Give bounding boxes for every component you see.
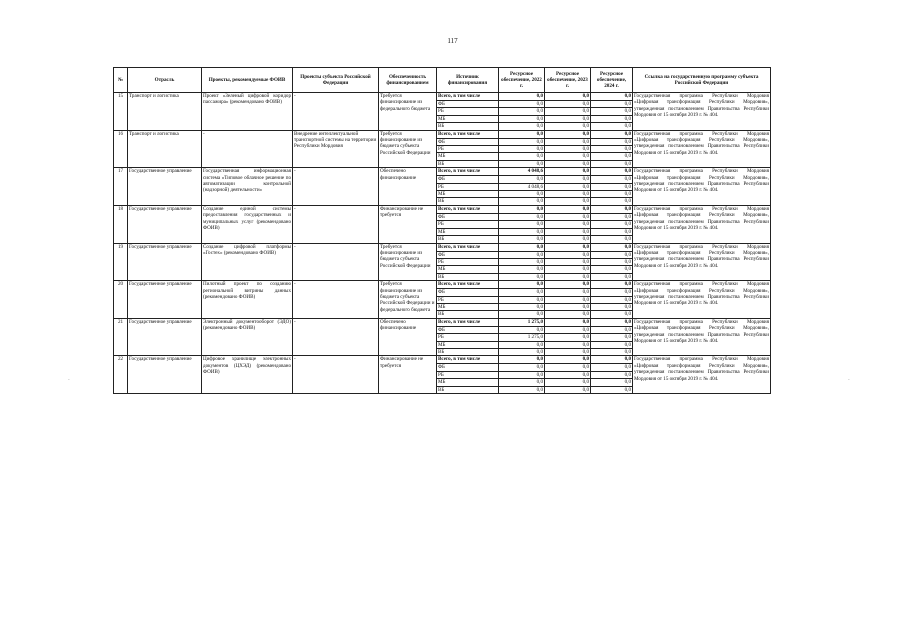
- value-cell-2024: 0,0: [591, 153, 633, 160]
- source-cell: Всего, в том числе: [437, 130, 499, 138]
- foiv-project-cell: Электронный документооборот (ЭДО) (рекомендовано ФОИВ): [202, 318, 293, 356]
- value-cell-2023: 0,0: [545, 379, 591, 386]
- value-cell-2022: 0,0: [499, 266, 545, 273]
- foiv-project-cell: Создание единой системы предоставления государственных и муниципальных услуг (рекомендовано ФОИВ): [202, 205, 293, 243]
- source-cell: Всего, в том числе: [437, 93, 499, 101]
- value-cell-2024: 0,0: [591, 386, 633, 393]
- program-link-cell: Государственная программа Республики Мордовия «Цифровая трансформация Республики Мордовия», утвержденная постановлением Правительства Республики Мордовия от 15 октября 2019 г. № 404.: [633, 281, 771, 319]
- value-cell-2024: 0,0: [591, 348, 633, 355]
- value-cell-2023: 0,0: [545, 243, 591, 251]
- value-cell-2023: 0,0: [545, 334, 591, 341]
- value-cell-2023: 0,0: [545, 160, 591, 167]
- source-cell: МБ: [437, 115, 499, 122]
- value-cell-2022: 0,0: [499, 160, 545, 167]
- value-cell-2023: 0,0: [545, 123, 591, 130]
- resource-table: [113, 67, 771, 394]
- row-number: 22: [114, 356, 128, 394]
- row-number: 18: [114, 205, 128, 243]
- scan-mark: -: [848, 378, 850, 383]
- value-cell-2023: 0,0: [545, 228, 591, 235]
- header-projects-foiv: Проекты, рекомендуемые ФОИВ: [202, 68, 293, 93]
- value-cell-2023: 0,0: [545, 168, 591, 176]
- value-cell-2024: 0,0: [591, 123, 633, 130]
- value-cell-2024: 0,0: [591, 236, 633, 243]
- program-link-cell: Государственная программа Республики Мордовия «Цифровая трансформация Республики Мордовия», утвержденная постановлением Правительства Республики Мордовия от 15 октября 2019 г. № 404.: [633, 318, 771, 356]
- source-cell: РБ: [437, 108, 499, 115]
- source-cell: ВБ: [437, 311, 499, 318]
- value-cell-2023: 0,0: [545, 318, 591, 326]
- source-cell: МБ: [437, 341, 499, 348]
- source-cell: МБ: [437, 228, 499, 235]
- value-cell-2022: 0,0: [499, 371, 545, 378]
- value-cell-2024: 0,0: [591, 379, 633, 386]
- funding-status-cell: Финансирование не требуется: [379, 205, 437, 243]
- foiv-project-cell: Создание цифровой платформы «Гостех» (рекомендовано ФОИВ): [202, 243, 293, 281]
- value-cell-2024: 0,0: [591, 213, 633, 220]
- source-cell: ВБ: [437, 273, 499, 280]
- source-cell: ВБ: [437, 386, 499, 393]
- value-cell-2023: 0,0: [545, 108, 591, 115]
- value-cell-2022: 0,0: [499, 101, 545, 108]
- row-number: 15: [114, 93, 128, 131]
- value-cell-2024: 0,0: [591, 273, 633, 280]
- value-cell-2022: 0,0: [499, 289, 545, 296]
- value-cell-2022: 0,0: [499, 281, 545, 289]
- table-row: [114, 318, 771, 326]
- source-cell: МБ: [437, 303, 499, 310]
- header-sector: Отрасль: [128, 68, 202, 93]
- source-cell: РБ: [437, 258, 499, 265]
- value-cell-2022: 0,0: [499, 176, 545, 183]
- table-row: [114, 356, 771, 364]
- source-cell: МБ: [437, 153, 499, 160]
- value-cell-2024: 0,0: [591, 93, 633, 101]
- value-cell-2022: 4 048,6: [499, 183, 545, 190]
- sector-cell: Государственное управление: [128, 205, 202, 243]
- value-cell-2023: 0,0: [545, 289, 591, 296]
- value-cell-2024: 0,0: [591, 318, 633, 326]
- value-cell-2024: 0,0: [591, 176, 633, 183]
- value-cell-2022: 0,0: [499, 146, 545, 153]
- value-cell-2022: 0,0: [499, 356, 545, 364]
- value-cell-2022: 0,0: [499, 379, 545, 386]
- source-cell: Всего, в том числе: [437, 281, 499, 289]
- foiv-project-cell: Проект «Зеленый цифровой коридор пассажира» (рекомендовано ФОИВ): [202, 93, 293, 131]
- value-cell-2022: 0,0: [499, 296, 545, 303]
- value-cell-2022: 0,0: [499, 153, 545, 160]
- value-cell-2023: 0,0: [545, 205, 591, 213]
- value-cell-2024: 0,0: [591, 311, 633, 318]
- source-cell: РБ: [437, 371, 499, 378]
- value-cell-2023: 0,0: [545, 303, 591, 310]
- value-cell-2022: 0,0: [499, 243, 545, 251]
- table-row: [114, 243, 771, 251]
- value-cell-2022: 0,0: [499, 115, 545, 122]
- value-cell-2022: 0,0: [499, 108, 545, 115]
- source-cell: РБ: [437, 146, 499, 153]
- value-cell-2022: 1 275,0: [499, 334, 545, 341]
- value-cell-2023: 0,0: [545, 266, 591, 273]
- page-number: 117: [447, 37, 458, 45]
- row-number: 20: [114, 281, 128, 319]
- value-cell-2023: 0,0: [545, 258, 591, 265]
- value-cell-2024: 0,0: [591, 296, 633, 303]
- value-cell-2022: 0,0: [499, 138, 545, 145]
- program-link-cell: Государственная программа Республики Мордовия «Цифровая трансформация Республики Мордовия», утвержденная постановлением Правительства Республики Мордовия от 15 октября 2019 г. № 404.: [633, 168, 771, 206]
- value-cell-2024: 0,0: [591, 146, 633, 153]
- value-cell-2022: 0,0: [499, 205, 545, 213]
- source-cell: Всего, в том числе: [437, 205, 499, 213]
- value-cell-2022: 0,0: [499, 93, 545, 101]
- subject-project-cell: -: [293, 93, 379, 131]
- value-cell-2023: 0,0: [545, 115, 591, 122]
- value-cell-2023: 0,0: [545, 183, 591, 190]
- header-res-2022: Ресурсное обеспечение, 2022 г.: [499, 68, 545, 93]
- subject-project-cell: -: [293, 205, 379, 243]
- source-cell: РБ: [437, 183, 499, 190]
- source-cell: ФБ: [437, 289, 499, 296]
- scan-mark: -: [68, 378, 70, 383]
- value-cell-2022: 0,0: [499, 364, 545, 371]
- header-funding-need: Обеспеченность финансированием: [379, 68, 437, 93]
- value-cell-2023: 0,0: [545, 236, 591, 243]
- source-cell: Всего, в том числе: [437, 168, 499, 176]
- funding-status-cell: Обеспечено финансирование: [379, 168, 437, 206]
- value-cell-2022: 0,0: [499, 221, 545, 228]
- value-cell-2022: 0,0: [499, 348, 545, 355]
- source-cell: ФБ: [437, 138, 499, 145]
- source-cell: ФБ: [437, 101, 499, 108]
- subject-project-cell: -: [293, 281, 379, 319]
- value-cell-2023: 0,0: [545, 93, 591, 101]
- source-cell: ФБ: [437, 251, 499, 258]
- row-number: 19: [114, 243, 128, 281]
- sector-cell: Транспорт и логистика: [128, 130, 202, 168]
- value-cell-2023: 0,0: [545, 311, 591, 318]
- value-cell-2024: 0,0: [591, 183, 633, 190]
- value-cell-2023: 0,0: [545, 198, 591, 205]
- value-cell-2022: 0,0: [499, 326, 545, 333]
- value-cell-2023: 0,0: [545, 326, 591, 333]
- sector-cell: Государственное управление: [128, 243, 202, 281]
- header-num: №: [114, 68, 128, 93]
- value-cell-2022: 0,0: [499, 251, 545, 258]
- value-cell-2022: 0,0: [499, 273, 545, 280]
- program-link-cell: Государственная программа Республики Мордовия «Цифровая трансформация Республики Мордовия», утвержденная постановлением Правительства Республики Мордовия от 15 октября 2019 г. № 404.: [633, 243, 771, 281]
- value-cell-2023: 0,0: [545, 221, 591, 228]
- foiv-project-cell: -: [202, 130, 293, 168]
- value-cell-2023: 0,0: [545, 130, 591, 138]
- sector-cell: Транспорт и логистика: [128, 93, 202, 131]
- value-cell-2024: 0,0: [591, 266, 633, 273]
- value-cell-2024: 0,0: [591, 138, 633, 145]
- value-cell-2022: 1 275,0: [499, 318, 545, 326]
- value-cell-2024: 0,0: [591, 130, 633, 138]
- value-cell-2023: 0,0: [545, 176, 591, 183]
- source-cell: МБ: [437, 266, 499, 273]
- subject-project-cell: Внедрение интеллектуальной транспортной системы на территории Республики Мордовия: [293, 130, 379, 168]
- foiv-project-cell: Государственная информационная система «Типовое облачное решение по автоматизации контрольной (надзорной) деятельности»: [202, 168, 293, 206]
- header-source: Источник финансирования: [437, 68, 499, 93]
- source-cell: ВБ: [437, 348, 499, 355]
- program-link-cell: Государственная программа Республики Мордовия «Цифровая трансформация Республики Мордовия», утвержденная постановлением Правительства Республики Мордовия от 15 октября 2019 г. № 404.: [633, 356, 771, 394]
- table-body: [114, 93, 771, 394]
- funding-status-cell: Финансирование не требуется: [379, 356, 437, 394]
- value-cell-2023: 0,0: [545, 153, 591, 160]
- source-cell: ФБ: [437, 364, 499, 371]
- value-cell-2024: 0,0: [591, 258, 633, 265]
- value-cell-2024: 0,0: [591, 356, 633, 364]
- sector-cell: Государственное управление: [128, 168, 202, 206]
- sector-cell: Государственное управление: [128, 318, 202, 356]
- value-cell-2024: 0,0: [591, 281, 633, 289]
- value-cell-2022: 0,0: [499, 123, 545, 130]
- value-cell-2023: 0,0: [545, 356, 591, 364]
- value-cell-2024: 0,0: [591, 115, 633, 122]
- source-cell: ФБ: [437, 326, 499, 333]
- value-cell-2024: 0,0: [591, 221, 633, 228]
- source-cell: РБ: [437, 334, 499, 341]
- value-cell-2022: 0,0: [499, 130, 545, 138]
- header-res-2024: Ресурсное обеспечение, 2024 г.: [591, 68, 633, 93]
- value-cell-2022: 0,0: [499, 303, 545, 310]
- value-cell-2023: 0,0: [545, 386, 591, 393]
- program-link-cell: Государственная программа Республики Мордовия «Цифровая трансформация Республики Мордовия», утвержденная постановлением Правительства Республики Мордовия от 15 октября 2019 г. № 404.: [633, 205, 771, 243]
- value-cell-2024: 0,0: [591, 371, 633, 378]
- source-cell: Всего, в том числе: [437, 356, 499, 364]
- value-cell-2023: 0,0: [545, 213, 591, 220]
- value-cell-2023: 0,0: [545, 281, 591, 289]
- value-cell-2024: 0,0: [591, 101, 633, 108]
- table-row: [114, 281, 771, 289]
- subject-project-cell: -: [293, 318, 379, 356]
- source-cell: РБ: [437, 296, 499, 303]
- row-number: 21: [114, 318, 128, 356]
- value-cell-2024: 0,0: [591, 198, 633, 205]
- header-projects-subject: Проекты субъекта Российской Федерации: [293, 68, 379, 93]
- subject-project-cell: -: [293, 356, 379, 394]
- source-cell: ФБ: [437, 213, 499, 220]
- value-cell-2024: 0,0: [591, 108, 633, 115]
- header-res-2023: Ресурсное обеспечение, 2023 г.: [545, 68, 591, 93]
- subject-project-cell: -: [293, 168, 379, 206]
- value-cell-2024: 0,0: [591, 364, 633, 371]
- source-cell: ВБ: [437, 160, 499, 167]
- source-cell: ФБ: [437, 176, 499, 183]
- source-cell: Всего, в том числе: [437, 243, 499, 251]
- value-cell-2022: 0,0: [499, 198, 545, 205]
- value-cell-2023: 0,0: [545, 101, 591, 108]
- value-cell-2023: 0,0: [545, 273, 591, 280]
- header-link: Ссылка на государственную программу субъекта Российской Федерации: [633, 68, 771, 93]
- source-cell: РБ: [437, 221, 499, 228]
- value-cell-2024: 0,0: [591, 228, 633, 235]
- value-cell-2024: 0,0: [591, 160, 633, 167]
- value-cell-2024: 0,0: [591, 289, 633, 296]
- row-number: 17: [114, 168, 128, 206]
- source-cell: ВБ: [437, 198, 499, 205]
- value-cell-2024: 0,0: [591, 251, 633, 258]
- table-row: [114, 168, 771, 176]
- foiv-project-cell: Пилотный проект по созданию региональной витрины данных (рекомендовано ФОИВ): [202, 281, 293, 319]
- sector-cell: Государственное управление: [128, 356, 202, 394]
- value-cell-2024: 0,0: [591, 191, 633, 198]
- value-cell-2024: 0,0: [591, 303, 633, 310]
- value-cell-2023: 0,0: [545, 371, 591, 378]
- value-cell-2023: 0,0: [545, 251, 591, 258]
- value-cell-2022: 0,0: [499, 191, 545, 198]
- value-cell-2023: 0,0: [545, 146, 591, 153]
- value-cell-2022: 0,0: [499, 213, 545, 220]
- value-cell-2023: 0,0: [545, 138, 591, 145]
- foiv-project-cell: Цифровое хранилище электронных документов (ЦХЭД) (рекомендовано ФОИВ): [202, 356, 293, 394]
- row-number: 16: [114, 130, 128, 168]
- value-cell-2024: 0,0: [591, 243, 633, 251]
- value-cell-2023: 0,0: [545, 348, 591, 355]
- table-row: [114, 93, 771, 101]
- value-cell-2022: 0,0: [499, 386, 545, 393]
- value-cell-2023: 0,0: [545, 191, 591, 198]
- value-cell-2024: 0,0: [591, 334, 633, 341]
- value-cell-2024: 0,0: [591, 326, 633, 333]
- value-cell-2023: 0,0: [545, 364, 591, 371]
- funding-status-cell: Требуется финансирование из бюджета субъекта Российской Федерации: [379, 130, 437, 168]
- program-link-cell: Государственная программа Республики Мордовия «Цифровая трансформация Республики Мордовия», утвержденная постановлением Правительства Республики Мордовия от 15 октября 2019 г. № 404.: [633, 130, 771, 168]
- funding-status-cell: Обеспечено финансирование: [379, 318, 437, 356]
- funding-status-cell: Требуется финансирование из федерального бюджета: [379, 93, 437, 131]
- value-cell-2023: 0,0: [545, 341, 591, 348]
- source-cell: ВБ: [437, 123, 499, 130]
- value-cell-2024: 0,0: [591, 205, 633, 213]
- value-cell-2022: 0,0: [499, 311, 545, 318]
- funding-status-cell: Требуется финансирование из бюджета субъекта Российской Федерации: [379, 243, 437, 281]
- value-cell-2024: 0,0: [591, 168, 633, 176]
- subject-project-cell: -: [293, 243, 379, 281]
- table-row: [114, 205, 771, 213]
- source-cell: ВБ: [437, 236, 499, 243]
- sector-cell: Государственное управление: [128, 281, 202, 319]
- value-cell-2024: 0,0: [591, 341, 633, 348]
- value-cell-2022: 0,0: [499, 258, 545, 265]
- value-cell-2022: 0,0: [499, 236, 545, 243]
- value-cell-2022: 4 048,6: [499, 168, 545, 176]
- value-cell-2022: 0,0: [499, 228, 545, 235]
- table-row: [114, 130, 771, 138]
- funding-status-cell: Требуется финансирование из бюджета субъекта Российской Федерации и федерального бюджета: [379, 281, 437, 319]
- source-cell: МБ: [437, 191, 499, 198]
- value-cell-2022: 0,0: [499, 341, 545, 348]
- value-cell-2023: 0,0: [545, 296, 591, 303]
- program-link-cell: Государственная программа Республики Мордовия «Цифровая трансформация Республики Мордовия», утвержденная постановлением Правительства Республики Мордовия от 15 октября 2019 г. № 404.: [633, 93, 771, 131]
- source-cell: Всего, в том числе: [437, 318, 499, 326]
- source-cell: МБ: [437, 379, 499, 386]
